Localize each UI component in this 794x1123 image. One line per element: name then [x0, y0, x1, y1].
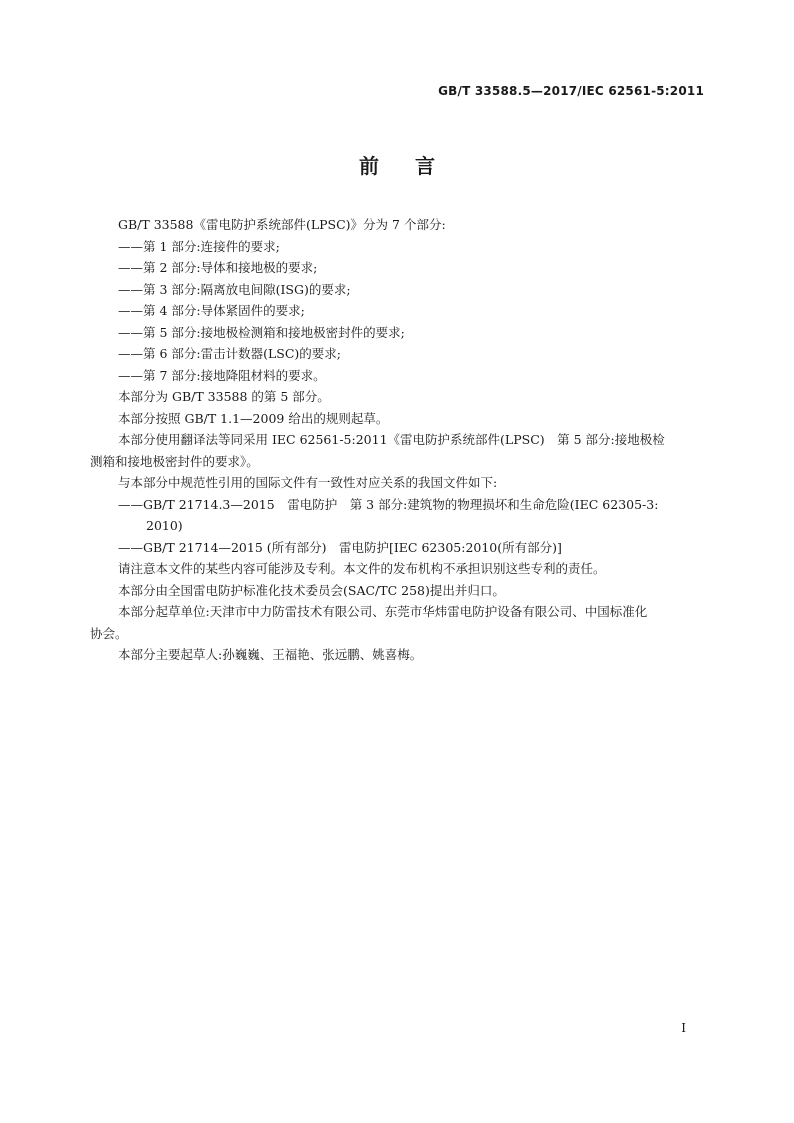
part-list-item-3: ——第 3 部分:隔离放电间隙(ISG)的要求; [118, 281, 351, 297]
drafting-units-line-2: 协会。 [90, 625, 128, 641]
standard-code: GB/T 33588.5—2017/IEC 62561-5:2011 [438, 84, 704, 98]
reference-item-1-line-1: ——GB/T 21714.3—2015 雷电防护 第 3 部分:建筑物的物理损坏和生命危险(IEC 62305-3: [118, 496, 659, 512]
reference-item-2: ——GB/T 21714—2015 (所有部分) 雷电防护[IEC 62305:2010(所有部分)] [118, 539, 562, 555]
drafters: 本部分主要起草人:孙巍巍、王福艳、张远鹏、姚喜梅。 [118, 647, 423, 662]
page-number: I [681, 1021, 686, 1035]
part-list-item-2: ——第 2 部分:导体和接地极的要求; [118, 260, 318, 275]
part-list-item-1: ——第 1 部分:连接件的要求; [118, 238, 280, 254]
normative-references-intro: 与本部分中规范性引用的国际文件有一致性对应关系的我国文件如下: [118, 475, 498, 490]
intro-paragraph: GB/T 33588《雷电防护系统部件(LPSC)》分为 7 个部分: [118, 217, 446, 232]
drafting-units-line-1: 本部分起草单位:天津市中力防雷技术有限公司、东莞市华炜雷电防护设备有限公司、中国标准化 [118, 604, 648, 619]
part-list-item-5: ——第 5 部分:接地极检测箱和接地极密封件的要求; [118, 324, 405, 340]
adoption-statement-line-2: 测箱和接地极密封件的要求》。 [90, 453, 259, 469]
reference-item-1-line-2: 2010) [146, 518, 183, 533]
adoption-statement-line-1: 本部分使用翻译法等同采用 IEC 62561-5:2011《雷电防护系统部件(LPSC) 第 5 部分:接地极检 [118, 432, 665, 447]
part-list-item-4: ——第 4 部分:导体紧固件的要求; [118, 303, 305, 318]
page-title: 前言 [359, 154, 471, 178]
foreword-body [90, 214, 708, 666]
proposing-committee: 本部分由全国雷电防护标准化技术委员会(SAC/TC 258)提出并归口。 [118, 582, 505, 598]
patent-notice: 请注意本文件的某些内容可能涉及专利。本文件的发布机构不承担识别这些专利的责任。 [118, 561, 606, 576]
part-list-item-7: ——第 7 部分:接地降阻材料的要求。 [118, 367, 326, 383]
drafting-rules-statement: 本部分按照 GB/T 1.1—2009 给出的规则起草。 [118, 410, 389, 426]
part-list-item-6: ——第 6 部分:雷击计数器(LSC)的要求; [118, 346, 342, 361]
part-statement: 本部分为 GB/T 33588 的第 5 部分。 [118, 389, 330, 404]
